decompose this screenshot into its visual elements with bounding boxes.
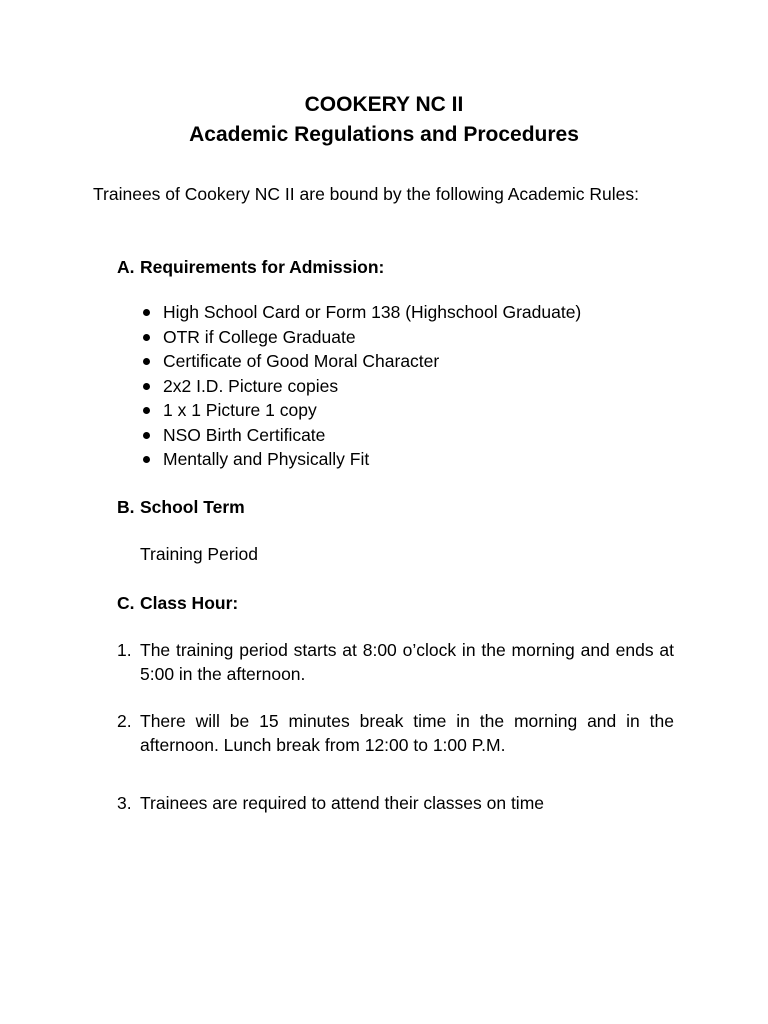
item-text: The training period starts at 8:00 o’clock in the morning and ends at 5:00 in the afternoon.: [140, 640, 674, 684]
section-letter: C.: [117, 593, 135, 613]
list-item-text: Certificate of Good Moral Character: [163, 351, 440, 371]
item-number: 2.: [117, 711, 132, 731]
section-heading-text: Requirements for Admission:: [140, 257, 385, 277]
class-hour-item-3: [117, 791, 674, 815]
bullet-icon: [143, 407, 150, 414]
class-hour-item-2: [117, 709, 674, 757]
intro-paragraph: Trainees of Cookery NC II are bound by the following Academic Rules:: [93, 184, 640, 204]
bullet-icon: [143, 456, 150, 463]
school-term-text: Training Period: [140, 544, 259, 564]
section-c-heading: [117, 591, 238, 615]
bullet-icon: [143, 334, 150, 341]
item-text: There will be 15 minutes break time in the morning and in the afternoon. Lunch break from 12:00 to 1:00 P.M.: [140, 711, 674, 755]
list-item-text: Mentally and Physically Fit: [163, 449, 370, 469]
bullet-icon: [143, 309, 150, 316]
list-item: [141, 447, 581, 472]
section-a-heading: [117, 255, 384, 279]
section-heading-text: School Term: [140, 497, 245, 517]
section-letter: B.: [117, 497, 135, 517]
list-item: [141, 374, 581, 399]
list-item: [141, 423, 581, 448]
item-number: 1.: [117, 640, 132, 660]
section-letter: A.: [117, 257, 135, 277]
document-title: COOKERY NC II: [304, 93, 464, 116]
class-hour-item-1: [117, 638, 674, 686]
list-item-text: NSO Birth Certificate: [163, 424, 326, 445]
list-item-text: 2x2 I.D. Picture copies: [163, 375, 339, 396]
admission-requirements-list: [141, 300, 581, 472]
list-item: [141, 325, 581, 350]
bullet-icon: [143, 358, 150, 365]
list-item: [141, 398, 581, 423]
section-heading-text: Class Hour:: [140, 593, 239, 613]
list-item-text: OTR if College Graduate: [163, 326, 356, 347]
item-text: Trainees are required to attend their classes on time: [140, 793, 545, 813]
section-b-heading: [117, 495, 245, 519]
bullet-icon: [143, 383, 150, 390]
bullet-icon: [143, 432, 150, 439]
list-item: [141, 349, 581, 374]
document-subtitle: Academic Regulations and Procedures: [189, 123, 579, 146]
item-number: 3.: [117, 793, 132, 813]
list-item-text: High School Card or Form 138 (Highschool Graduate): [163, 302, 582, 322]
list-item: [141, 300, 581, 325]
list-item-text: 1 x 1 Picture 1 copy: [163, 400, 317, 420]
